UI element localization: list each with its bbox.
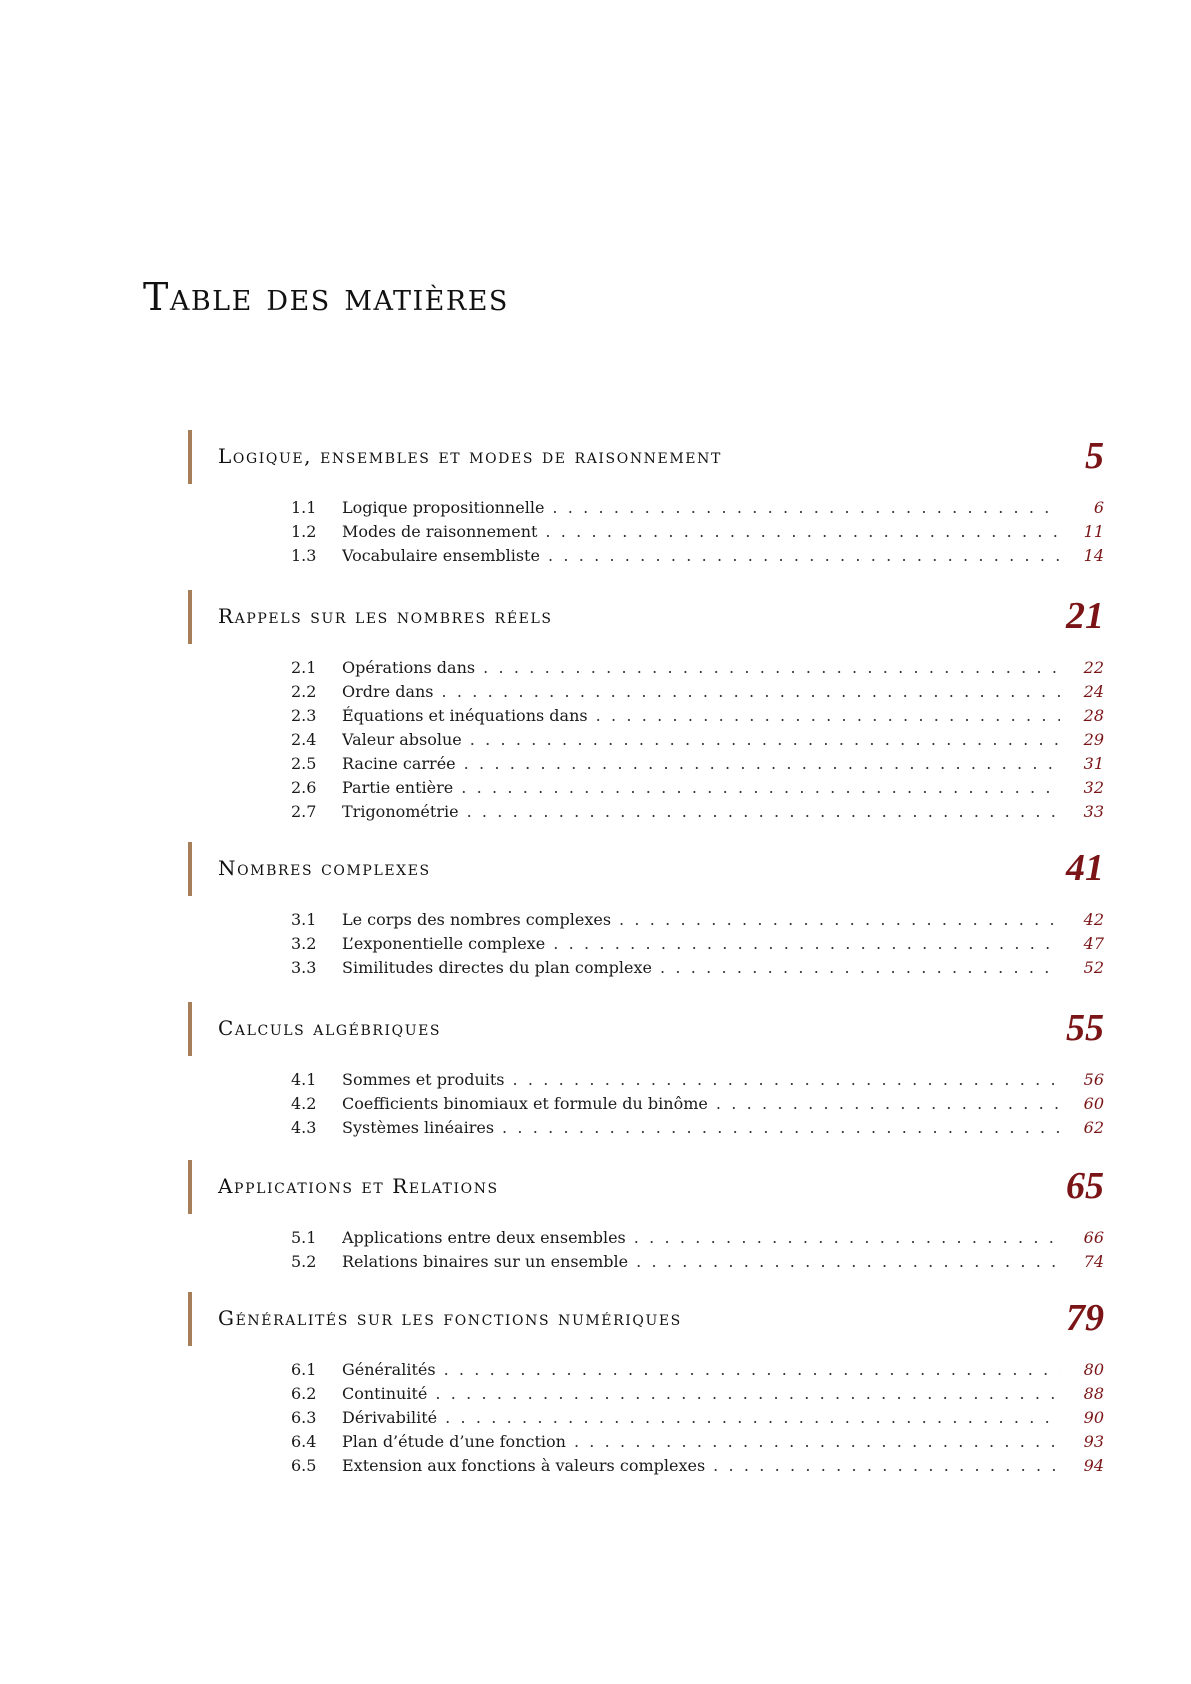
section-number: 1.2 xyxy=(291,522,317,541)
section-title: Systèmes linéaires . . . xyxy=(342,1116,1060,1140)
section-title: Similitudes directes du plan complexe . . . xyxy=(342,956,1060,980)
toc-entry[interactable] xyxy=(188,1454,1104,1478)
toc-entry[interactable] xyxy=(188,1358,1104,1382)
section-number: 6.2 xyxy=(291,1384,317,1403)
chapter-title: Nombres complexes xyxy=(218,856,431,880)
section-number: 2.2 xyxy=(291,682,317,701)
toc-entry[interactable] xyxy=(188,908,1104,932)
section-number: 4.3 xyxy=(291,1118,317,1137)
chapter-page-number: 5 xyxy=(1085,435,1104,477)
section-title: Équations et inéquations dans . . . xyxy=(342,704,1060,728)
section-title: Le corps des nombres complexes . . . xyxy=(342,908,1060,932)
chapter-heading[interactable] xyxy=(188,1002,1104,1056)
chapter-title: Applications et Relations xyxy=(218,1174,499,1198)
section-title: Vocabulaire ensembliste . . . xyxy=(342,544,1060,568)
chapter-accent-bar xyxy=(188,1292,192,1346)
chapter-accent-bar xyxy=(188,842,192,896)
section-number: 2.1 xyxy=(291,658,317,677)
section-title: Dérivabilité . . . xyxy=(342,1406,1060,1430)
section-title: Valeur absolue . . . xyxy=(342,728,1060,752)
toc-entry[interactable] xyxy=(188,1092,1104,1116)
section-page-number: 33 xyxy=(1083,802,1104,821)
section-number: 3.1 xyxy=(291,910,317,929)
section-title: Applications entre deux ensembles . . . xyxy=(342,1226,1060,1250)
toc-entry[interactable] xyxy=(188,728,1104,752)
section-page-number: 62 xyxy=(1083,1118,1104,1137)
section-title: L’exponentielle complexe . . . xyxy=(342,932,1060,956)
section-title: Généralités . . . xyxy=(342,1358,1060,1382)
chapter-page-number: 21 xyxy=(1066,595,1104,637)
section-page-number: 94 xyxy=(1083,1456,1104,1475)
section-number: 1.1 xyxy=(291,498,317,517)
toc-entry[interactable] xyxy=(188,1250,1104,1274)
section-page-number: 80 xyxy=(1083,1360,1104,1379)
section-title: Modes de raisonnement . . . xyxy=(342,520,1060,544)
section-list xyxy=(188,1068,1104,1140)
section-page-number: 60 xyxy=(1083,1094,1104,1113)
chapter-6 xyxy=(188,1292,1104,1478)
page-title: Table des matières xyxy=(143,275,509,319)
chapter-page-number: 79 xyxy=(1066,1297,1104,1339)
section-page-number: 74 xyxy=(1083,1252,1104,1271)
toc-entry[interactable] xyxy=(188,752,1104,776)
section-number: 6.3 xyxy=(291,1408,317,1427)
chapter-page-number: 55 xyxy=(1066,1007,1104,1049)
section-title: Continuité . . . xyxy=(342,1382,1060,1406)
toc-entry[interactable] xyxy=(188,1382,1104,1406)
section-title: Ordre dans . . . xyxy=(342,680,1060,704)
section-number: 2.4 xyxy=(291,730,317,749)
section-number: 6.1 xyxy=(291,1360,317,1379)
section-page-number: 52 xyxy=(1083,958,1104,977)
section-page-number: 42 xyxy=(1083,910,1104,929)
chapter-heading[interactable] xyxy=(188,842,1104,896)
chapter-5 xyxy=(188,1160,1104,1274)
toc-entry[interactable] xyxy=(188,520,1104,544)
section-list xyxy=(188,496,1104,568)
section-page-number: 31 xyxy=(1083,754,1104,773)
toc-entry[interactable] xyxy=(188,932,1104,956)
toc-entry[interactable] xyxy=(188,704,1104,728)
toc-entry[interactable] xyxy=(188,496,1104,520)
section-page-number: 90 xyxy=(1083,1408,1104,1427)
section-number: 2.6 xyxy=(291,778,317,797)
chapter-accent-bar xyxy=(188,590,192,644)
chapter-title: Rappels sur les nombres réels xyxy=(218,604,553,628)
section-number: 2.5 xyxy=(291,754,317,773)
section-title: Extension aux fonctions à valeurs complexes . . . xyxy=(342,1454,1060,1478)
chapter-title: Logique, ensembles et modes de raisonnement xyxy=(218,444,722,468)
chapter-accent-bar xyxy=(188,430,192,484)
section-page-number: 14 xyxy=(1083,546,1104,565)
section-page-number: 6 xyxy=(1093,498,1104,517)
section-page-number: 47 xyxy=(1083,934,1104,953)
section-title: Opérations dans . . . xyxy=(342,656,1060,680)
toc-entry[interactable] xyxy=(188,776,1104,800)
section-page-number: 28 xyxy=(1083,706,1104,725)
section-number: 2.3 xyxy=(291,706,317,725)
chapter-2 xyxy=(188,590,1104,824)
section-number: 5.1 xyxy=(291,1228,317,1247)
section-list xyxy=(188,656,1104,824)
chapter-heading[interactable] xyxy=(188,430,1104,484)
toc-entry[interactable] xyxy=(188,544,1104,568)
section-page-number: 88 xyxy=(1083,1384,1104,1403)
section-list xyxy=(188,1358,1104,1478)
section-number: 5.2 xyxy=(291,1252,317,1271)
section-number: 1.3 xyxy=(291,546,317,565)
chapter-accent-bar xyxy=(188,1160,192,1214)
section-title: Sommes et produits . . . xyxy=(342,1068,1060,1092)
section-page-number: 66 xyxy=(1083,1228,1104,1247)
section-title: Trigonométrie . . . xyxy=(342,800,1060,824)
section-number: 6.5 xyxy=(291,1456,317,1475)
section-title: Plan d’étude d’une fonction . . . xyxy=(342,1430,1060,1454)
section-number: 2.7 xyxy=(291,802,317,821)
toc-entry[interactable] xyxy=(188,1068,1104,1092)
toc-entry[interactable] xyxy=(188,1406,1104,1430)
chapter-page-number: 65 xyxy=(1066,1165,1104,1207)
toc-entry[interactable] xyxy=(188,956,1104,980)
section-title: Racine carrée . . . xyxy=(342,752,1060,776)
chapter-title: Calculs algébriques xyxy=(218,1016,442,1040)
chapter-4 xyxy=(188,1002,1104,1140)
chapter-heading[interactable] xyxy=(188,590,1104,644)
section-page-number: 93 xyxy=(1083,1432,1104,1451)
section-page-number: 22 xyxy=(1083,658,1104,677)
section-page-number: 29 xyxy=(1083,730,1104,749)
chapter-3 xyxy=(188,842,1104,980)
toc-entry[interactable] xyxy=(188,800,1104,824)
chapter-heading[interactable] xyxy=(188,1160,1104,1214)
section-title: Coefficients binomiaux et formule du binôme . . . xyxy=(342,1092,1060,1116)
section-page-number: 32 xyxy=(1083,778,1104,797)
section-number: 3.3 xyxy=(291,958,317,977)
toc-entry[interactable] xyxy=(188,1430,1104,1454)
section-page-number: 24 xyxy=(1083,682,1104,701)
section-number: 6.4 xyxy=(291,1432,317,1451)
toc-entry[interactable] xyxy=(188,680,1104,704)
section-page-number: 11 xyxy=(1083,522,1104,541)
section-number: 4.2 xyxy=(291,1094,317,1113)
chapter-heading[interactable] xyxy=(188,1292,1104,1346)
chapter-title: Généralités sur les fonctions numériques xyxy=(218,1306,682,1330)
toc-entry[interactable] xyxy=(188,1116,1104,1140)
section-title: Relations binaires sur un ensemble . . . xyxy=(342,1250,1060,1274)
section-list xyxy=(188,1226,1104,1274)
chapter-page-number: 41 xyxy=(1066,847,1104,889)
chapter-1 xyxy=(188,430,1104,568)
section-number: 3.2 xyxy=(291,934,317,953)
chapter-accent-bar xyxy=(188,1002,192,1056)
toc-entry[interactable] xyxy=(188,656,1104,680)
section-list xyxy=(188,908,1104,980)
section-title: Partie entière . . . xyxy=(342,776,1060,800)
section-title: Logique propositionnelle . . . xyxy=(342,496,1060,520)
section-number: 4.1 xyxy=(291,1070,317,1089)
section-page-number: 56 xyxy=(1083,1070,1104,1089)
toc-entry[interactable] xyxy=(188,1226,1104,1250)
